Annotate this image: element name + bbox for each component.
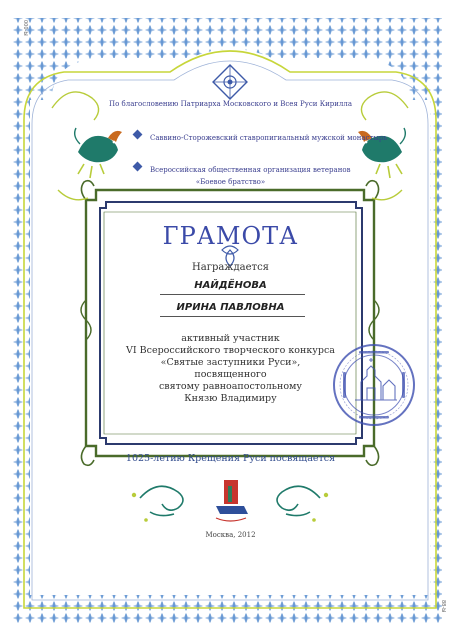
- body-line: Князю Владимиру: [184, 393, 277, 404]
- recipient-surname: НАЙДЁНОВА: [194, 280, 267, 291]
- blessing-line: По благословению Патриарха Московского и Всея Руси Кирилла: [109, 100, 352, 108]
- body-line: «Святые заступники Руси»,: [160, 357, 301, 368]
- certificate-title: ГРАМОТА: [162, 222, 299, 250]
- church-seal-stamp: [331, 342, 417, 428]
- body-line: святому равноапостольному: [158, 381, 303, 392]
- organization-line-1: Всероссийская общественная организация ветеранов: [150, 166, 351, 174]
- dedication-line: 1025-летию Крещения Руси посвящается: [125, 453, 336, 464]
- side-code-right: 88-Ы: [440, 600, 446, 613]
- awarded-label: Награждается: [192, 262, 269, 273]
- place-year: Москва, 2012: [205, 531, 256, 539]
- body-line: VI Всероссийского творческого конкурса: [126, 345, 335, 356]
- name-underline: [160, 316, 305, 317]
- recipient-given-names: ИРИНА ПАВЛОВНА: [176, 302, 285, 313]
- body-line: активный участник: [181, 333, 280, 344]
- surname-underline: [160, 294, 305, 295]
- body-line: посвященного: [194, 369, 267, 380]
- side-code-left: 000-Ы: [22, 20, 28, 36]
- organization-line-2: «Боевое братство»: [195, 178, 266, 186]
- monastery-line: Саввино-Сторожевский ставропигиальный мужской монастырь: [150, 134, 388, 142]
